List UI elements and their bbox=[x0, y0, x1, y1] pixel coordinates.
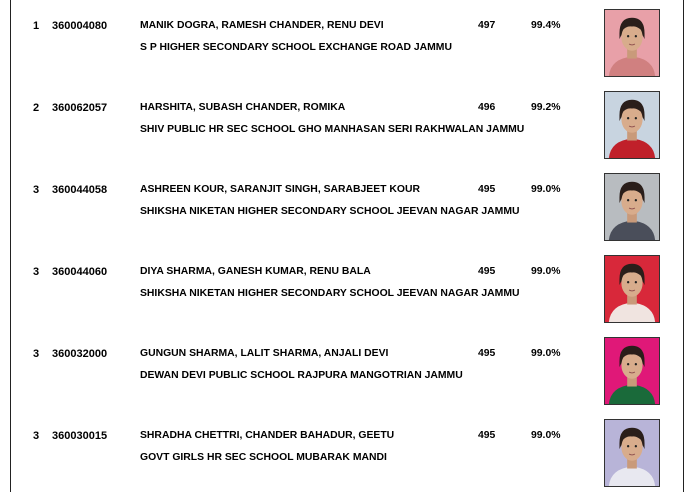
percentage: 99.0% bbox=[531, 430, 561, 441]
result-row bbox=[0, 5, 698, 87]
rank: 3 bbox=[33, 430, 40, 442]
percentage: 99.0% bbox=[531, 348, 561, 359]
school-name: S P HIGHER SECONDARY SCHOOL EXCHANGE ROAD JAMMU bbox=[140, 42, 452, 53]
student-photo bbox=[604, 173, 660, 241]
rank: 3 bbox=[33, 348, 40, 360]
marks: 495 bbox=[478, 266, 496, 277]
roll-number: 360044060 bbox=[52, 266, 108, 278]
school-name: SHIV PUBLIC HR SEC SCHOOL GHO MANHASAN SERI RAKHWALAN JAMMU bbox=[140, 124, 525, 135]
student-parent-names: HARSHITA, SUBASH CHANDER, ROMIKA bbox=[140, 102, 346, 113]
school-name: SHIKSHA NIKETAN HIGHER SECONDARY SCHOOL JEEVAN NAGAR JAMMU bbox=[140, 206, 520, 217]
student-parent-names: SHRADHA CHETTRI, CHANDER BAHADUR, GEETU bbox=[140, 430, 395, 441]
student-photo bbox=[604, 337, 660, 405]
rank: 2 bbox=[33, 102, 40, 114]
rank: 1 bbox=[33, 20, 40, 32]
marks: 495 bbox=[478, 348, 496, 359]
marks: 495 bbox=[478, 184, 496, 195]
percentage: 99.2% bbox=[531, 102, 561, 113]
school-name: DEWAN DEVI PUBLIC SCHOOL RAJPURA MANGOTRIAN JAMMU bbox=[140, 370, 463, 381]
result-row bbox=[0, 87, 698, 169]
student-photo bbox=[604, 255, 660, 323]
percentage: 99.0% bbox=[531, 266, 561, 277]
student-parent-names: DIYA SHARMA, GANESH KUMAR, RENU BALA bbox=[140, 266, 371, 277]
roll-number: 360032000 bbox=[52, 348, 108, 360]
marks: 495 bbox=[478, 430, 496, 441]
student-photo bbox=[604, 91, 660, 159]
result-row bbox=[0, 333, 698, 415]
student-parent-names: GUNGUN SHARMA, LALIT SHARMA, ANJALI DEVI bbox=[140, 348, 389, 359]
roll-number: 360004080 bbox=[52, 20, 108, 32]
school-name: SHIKSHA NIKETAN HIGHER SECONDARY SCHOOL JEEVAN NAGAR JAMMU bbox=[140, 288, 520, 299]
result-row bbox=[0, 169, 698, 251]
roll-number: 360044058 bbox=[52, 184, 108, 196]
marks: 496 bbox=[478, 102, 496, 113]
percentage: 99.0% bbox=[531, 184, 561, 195]
student-parent-names: ASHREEN KOUR, SARANJIT SINGH, SARABJEET KOUR bbox=[140, 184, 420, 195]
rank: 3 bbox=[33, 184, 40, 196]
rank: 3 bbox=[33, 266, 40, 278]
roll-number: 360062057 bbox=[52, 102, 108, 114]
student-photo bbox=[604, 9, 660, 77]
student-photo bbox=[604, 419, 660, 487]
school-name: GOVT GIRLS HR SEC SCHOOL MUBARAK MANDI bbox=[140, 452, 387, 463]
marks: 497 bbox=[478, 20, 496, 31]
result-row bbox=[0, 415, 698, 497]
student-parent-names: MANIK DOGRA, RAMESH CHANDER, RENU DEVI bbox=[140, 20, 384, 31]
roll-number: 360030015 bbox=[52, 430, 108, 442]
result-row bbox=[0, 251, 698, 333]
percentage: 99.4% bbox=[531, 20, 561, 31]
